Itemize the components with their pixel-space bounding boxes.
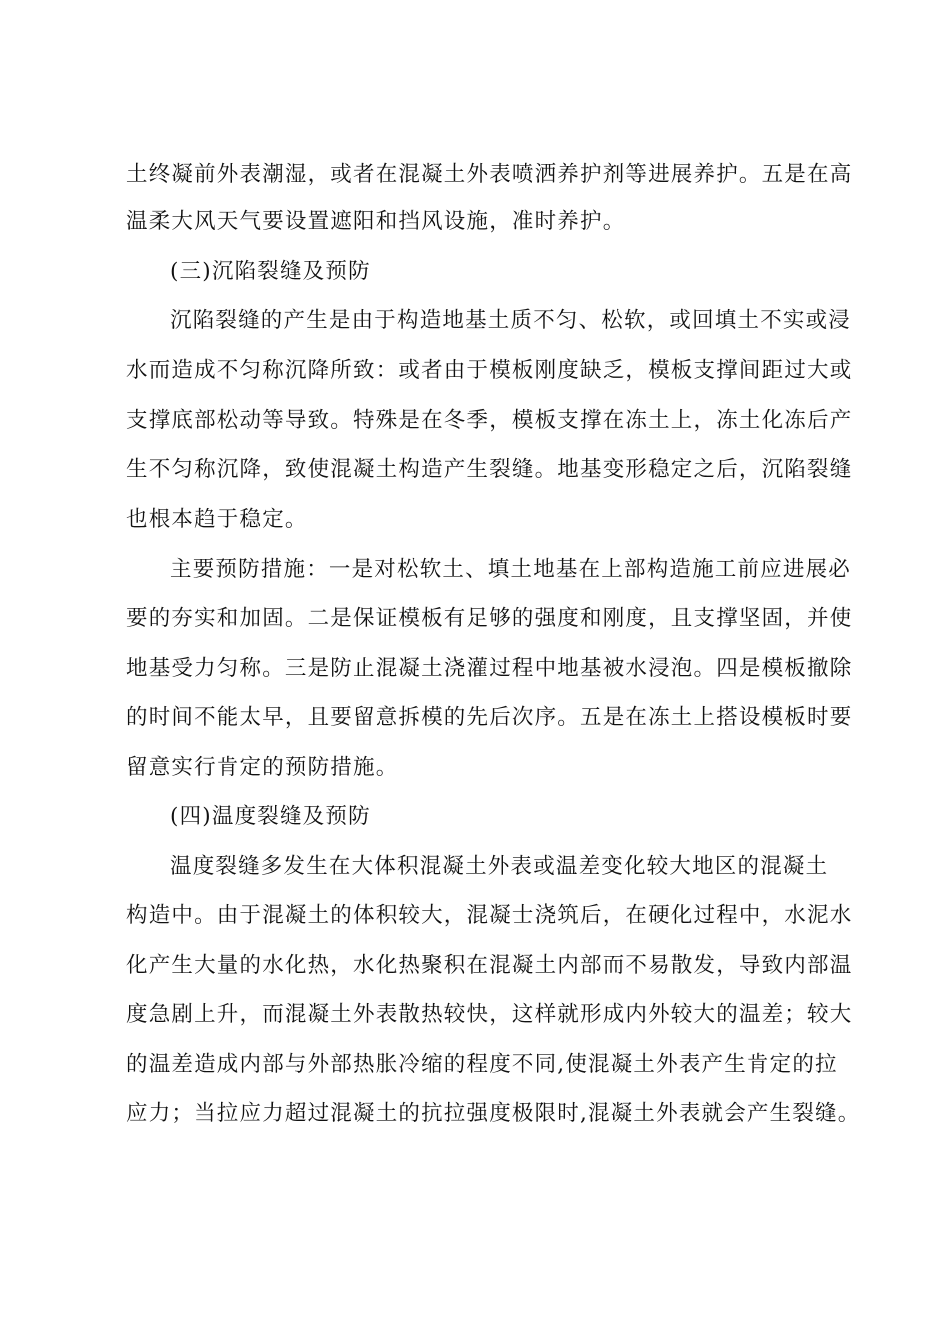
text-line: 温度裂缝多发生在大体积混凝土外表或温差变化较大地区的混凝土 bbox=[170, 854, 829, 879]
text-line: 土终凝前外表潮湿，或者在混凝土外表喷洒养护剂等进展养护。五是在高 bbox=[126, 162, 853, 187]
text-line: 要的夯实和加固。二是保证模板有足够的强度和刚度，且支撑坚固，并使 bbox=[126, 606, 853, 631]
text-line: 留意实行肯定的预防措施。 bbox=[126, 755, 399, 780]
text-line: 主要预防措施：一是对松软土、填土地基在上部构造施工前应进展必 bbox=[170, 557, 852, 582]
section-heading: (三)沉陷裂缝及预防 bbox=[170, 259, 371, 284]
text-line: 构造中。由于混凝土的体积较大，混凝士浇筑后，在硬化过程中，水泥水 bbox=[126, 903, 853, 928]
text-line: 生不匀称沉降，致使混凝土构造产生裂缝。地基变形稳定之后，沉陷裂缝 bbox=[126, 457, 853, 482]
text-line: 的时间不能太早，且要留意拆模的先后次序。五是在冻土上搭设模板时要 bbox=[126, 705, 853, 730]
section-heading: (四)温度裂缝及预防 bbox=[170, 804, 371, 829]
text-line: 水而造成不匀称沉降所致：或者由于模板刚度缺乏，模板支撑间距过大或 bbox=[126, 358, 853, 383]
text-line: 温柔大风天气要设置遮阳和挡风设施，准时养护。 bbox=[126, 209, 626, 234]
text-line: 化产生大量的水化热，水化热聚积在混凝土内部而不易散发，导致内部温 bbox=[126, 953, 853, 978]
text-line: 地基受力匀称。三是防止混凝土浇灌过程中地基被水浸泡。四是模板撤除 bbox=[126, 656, 853, 681]
text-line: 的温差造成内部与外部热胀冷缩的程度不同,使混凝土外表产生肯定的拉 bbox=[126, 1052, 838, 1077]
text-line: 也根本趋于稳定。 bbox=[126, 507, 308, 532]
text-line: 度急剧上升，而混凝土外表散热较快，这样就形成内外较大的温差；较大 bbox=[126, 1002, 853, 1027]
text-line: 沉陷裂缝的产生是由于构造地基土质不匀、松软，或回填土不实或浸 bbox=[170, 308, 852, 333]
text-line: 应力；当拉应力超过混凝土的抗拉强度极限时,混凝土外表就会产生裂缝。 bbox=[126, 1101, 861, 1126]
text-line: 支撑底部松动等导致。特殊是在冬季，模板支撑在冻土上，冻土化冻后产 bbox=[126, 408, 853, 433]
